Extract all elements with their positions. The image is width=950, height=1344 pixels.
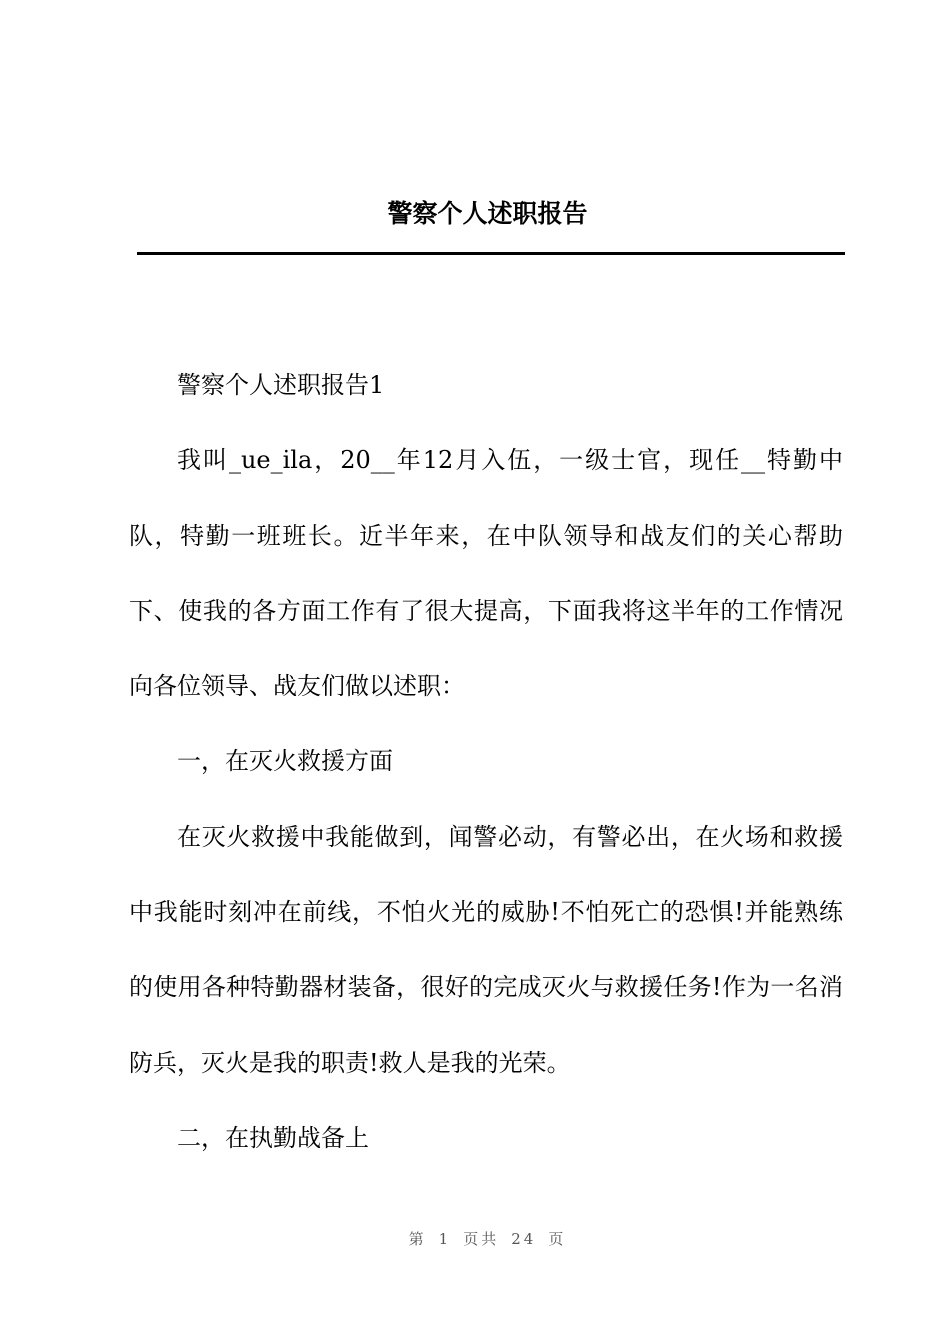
paragraph-firefighting: 在灭火救援中我能做到，闻警必动，有警必出，在火场和救援中我能时刻冲在前线，不怕火光的威胁!不怕死亡的恐惧!并能熟练的使用各种特勤器材装备，很好的完成灭火与救援任务!作为一名消防兵，灭火是我的职责!救人是我的光荣。 bbox=[129, 822, 843, 1077]
page-label-prefix: 第 bbox=[408, 1230, 427, 1248]
section-heading-firefighting: 一，在灭火救援方面 bbox=[177, 747, 393, 776]
current-page-number: 1 bbox=[438, 1230, 452, 1248]
document-body bbox=[129, 348, 843, 1176]
section-heading-duty: 二，在执勤战备上 bbox=[177, 1123, 369, 1152]
section-heading-report: 警察个人述职报告1 bbox=[177, 371, 385, 399]
page-label-suffix: 页 bbox=[548, 1230, 567, 1248]
total-pages-number: 24 bbox=[511, 1230, 537, 1248]
document-title: 警察个人述职报告 bbox=[387, 199, 588, 228]
page-label-middle: 页共 bbox=[463, 1230, 500, 1248]
page-footer bbox=[0, 1228, 950, 1249]
paragraph-introduction: 我叫_ue_ila，20__年12月入伍，一级士官，现任__特勤中队，特勤一班班长。近半年来，在中队领导和战友们的关心帮助下、使我的各方面工作有了很大提高，下面我将这半年的工作情况向各位领导、战友们做以述职： bbox=[129, 446, 843, 701]
title-underline bbox=[137, 252, 845, 255]
